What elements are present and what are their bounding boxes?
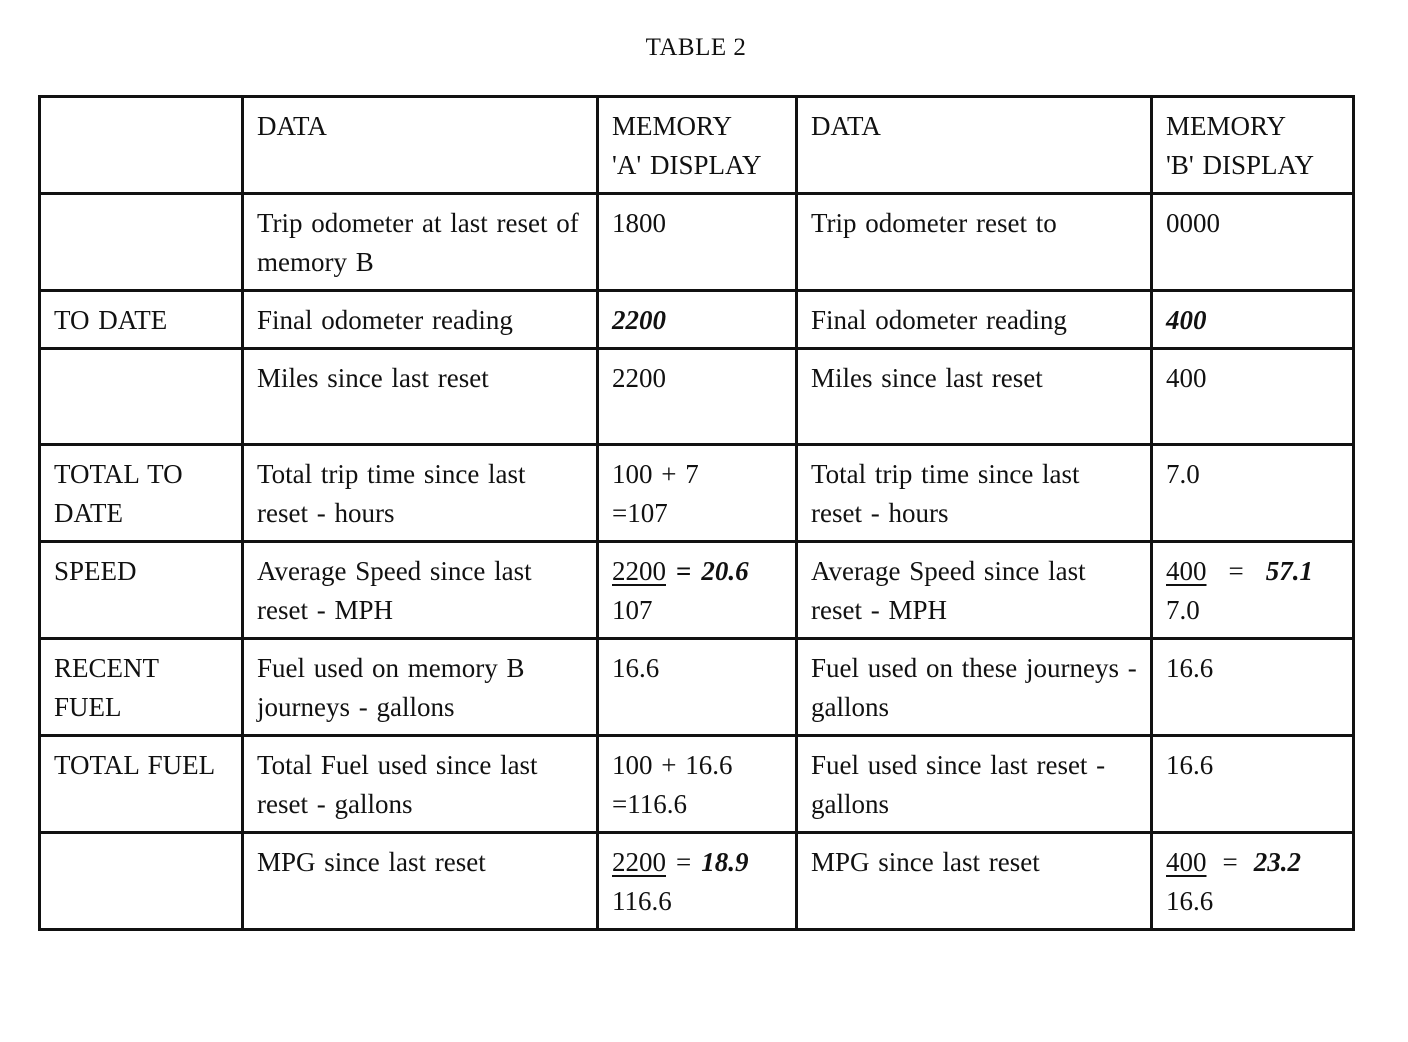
row-label	[40, 833, 243, 930]
data-b-cell: Miles since last reset	[797, 349, 1152, 445]
memory-b-cell	[1152, 833, 1354, 930]
header-memory-a-line2: 'A' DISPLAY	[612, 150, 762, 180]
memory-a-cell: 1800	[598, 194, 797, 291]
data-table	[38, 95, 1355, 931]
memory-a-line1: 100 + 16.6	[612, 750, 733, 780]
header-cell-memory-b	[1152, 97, 1354, 194]
memory-b-cell: 400	[1152, 349, 1354, 445]
header-memory-b-line2: 'B' DISPLAY	[1166, 150, 1315, 180]
table-row	[40, 542, 1354, 639]
row-label: RECENT FUEL	[40, 639, 243, 736]
row-label: SPEED	[40, 542, 243, 639]
fraction-line	[1166, 552, 1340, 591]
equals-sign: =	[676, 556, 692, 586]
header-cell-label	[40, 97, 243, 194]
fraction-result: 23.2	[1253, 847, 1301, 877]
header-memory-b-line1: MEMORY	[1166, 111, 1287, 141]
equals-sign: =	[1228, 556, 1244, 586]
memory-a-cell	[598, 445, 797, 542]
table-header-row	[40, 97, 1354, 194]
memory-a-line2: =116.6	[612, 789, 687, 819]
data-b-cell: MPG since last reset	[797, 833, 1152, 930]
header-memory-a-line1: MEMORY	[612, 111, 733, 141]
fraction-result: 57.1	[1265, 556, 1313, 586]
data-b-cell: Total trip time since last reset - hours	[797, 445, 1152, 542]
fraction-denominator: 16.6	[1166, 886, 1214, 916]
memory-b-cell: 400	[1152, 291, 1354, 349]
memory-a-cell	[598, 736, 797, 833]
memory-b-cell: 7.0	[1152, 445, 1354, 542]
memory-b-cell	[1152, 542, 1354, 639]
data-a-cell: Final odometer reading	[243, 291, 598, 349]
fraction-numerator: 400	[1166, 556, 1207, 586]
data-b-cell: Average Speed since last reset - MPH	[797, 542, 1152, 639]
data-a-cell: Miles since last reset	[243, 349, 598, 445]
equals-sign: =	[1222, 847, 1238, 877]
data-a-cell: Fuel used on memory B journeys - gallons	[243, 639, 598, 736]
header-cell-data-a: DATA	[243, 97, 598, 194]
fraction-result: 20.6	[701, 556, 749, 586]
fraction-result: 18.9	[701, 847, 749, 877]
memory-a-cell: 16.6	[598, 639, 797, 736]
data-a-cell: Total Fuel used since last reset - gallons	[243, 736, 598, 833]
data-b-cell: Final odometer reading	[797, 291, 1152, 349]
header-cell-data-b: DATA	[797, 97, 1152, 194]
row-label	[40, 194, 243, 291]
row-label: TOTAL TO DATE	[40, 445, 243, 542]
fraction-denominator: 116.6	[612, 886, 672, 916]
table-row	[40, 445, 1354, 542]
fraction-line	[1166, 843, 1340, 882]
memory-a-cell: 2200	[598, 291, 797, 349]
row-label: TOTAL FUEL	[40, 736, 243, 833]
data-b-cell: Trip odometer reset to	[797, 194, 1152, 291]
data-b-cell: Fuel used since last reset - gallons	[797, 736, 1152, 833]
table-row	[40, 833, 1354, 930]
fraction-line	[612, 843, 783, 882]
memory-a-cell	[598, 833, 797, 930]
fraction-numerator: 2200	[612, 556, 666, 586]
data-a-cell: Trip odometer at last reset of memory B	[243, 194, 598, 291]
table-row	[40, 736, 1354, 833]
memory-a-cell: 2200	[598, 349, 797, 445]
header-cell-memory-a	[598, 97, 797, 194]
fraction-numerator: 400	[1166, 847, 1207, 877]
memory-b-cell: 0000	[1152, 194, 1354, 291]
memory-a-cell	[598, 542, 797, 639]
row-label	[40, 349, 243, 445]
fraction-numerator: 2200	[612, 847, 666, 877]
memory-b-cell: 16.6	[1152, 736, 1354, 833]
data-b-cell: Fuel used on these journeys - gallons	[797, 639, 1152, 736]
data-a-cell: Average Speed since last reset - MPH	[243, 542, 598, 639]
memory-b-cell: 16.6	[1152, 639, 1354, 736]
equals-sign: =	[676, 847, 692, 877]
memory-a-line1: 100 + 7	[612, 459, 699, 489]
fraction-line	[612, 552, 783, 591]
data-a-cell: Total trip time since last reset - hours	[243, 445, 598, 542]
table-row	[40, 639, 1354, 736]
memory-a-line2: =107	[612, 498, 668, 528]
table-row	[40, 349, 1354, 445]
fraction-denominator: 7.0	[1166, 595, 1200, 625]
row-label: TO DATE	[40, 291, 243, 349]
table-row	[40, 291, 1354, 349]
data-a-cell: MPG since last reset	[243, 833, 598, 930]
fraction-denominator: 107	[612, 595, 653, 625]
table-title: TABLE 2	[645, 34, 747, 61]
table-row	[40, 194, 1354, 291]
